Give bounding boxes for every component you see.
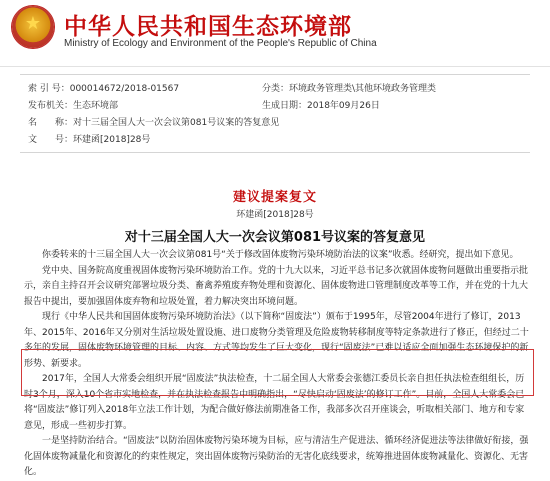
- meta-index-value: 000014672/2018-01567: [69, 84, 180, 94]
- meta-bottom-divider: [20, 152, 530, 153]
- meta-category-value: 环境政务管理类\其他环境政务管理类: [289, 84, 437, 94]
- meta-category: [262, 82, 436, 96]
- meta-title: [28, 116, 279, 130]
- meta-date-value: 2018年09月26日: [307, 101, 380, 111]
- meta-issuer: [28, 99, 118, 113]
- meta-date: [262, 99, 380, 113]
- ministry-title-cn: 中华人民共和国生态环境部: [64, 14, 352, 40]
- meta-docno: [28, 133, 150, 147]
- meta-issuer-label: 发布机关：: [28, 101, 74, 111]
- body-paragraph-highlighted: 2017年，全国人大常委会组织开展“固废法”执法检查，十二届全国人大常委会张德江委员长亲自担任执法检查组组长，历时3个月，深入10个省市实地检查，并在执法检查报告中明确指出，“尽快启动‘固废法’的修订工作”。目前，全国人大常委会已将“固废法”修订列入2018年立法工作计划，为配合做好修法前期准备工作，我部多次召开座谈会，听取相关部门、地方和专家意见，形成一些初步打算。: [24, 374, 525, 431]
- national-emblem-icon: [12, 6, 54, 48]
- meta-top-divider: [20, 74, 530, 75]
- meta-index: [28, 82, 179, 96]
- document-category-heading: 建议提案复文: [232, 190, 317, 205]
- body-paragraph: 一是坚持防治结合。“固废法”以防治固体废物污染环境为目标，应与清洁生产促进法、循环经济促进法等法律做好衔接，强化固体废物减量化和资源化的约束性规定，突出固体废物污染防治的无害化底线要求，统筹推进固体废物减量化、资源化、无害化。: [24, 436, 529, 477]
- meta-date-label: 生成日期：: [262, 101, 308, 111]
- meta-docno-value: 环建函[2018]28号: [73, 135, 151, 145]
- meta-docno-label: 文 号：: [28, 135, 74, 145]
- meta-title-value: 对十三届全国人大一次会议第081号议案的答复意见: [73, 118, 280, 128]
- meta-category-label: 分类：: [262, 84, 290, 94]
- meta-title-label: 名 称：: [28, 118, 74, 128]
- body-paragraph: 你委转来的十三届全国人大一次会议第081号“关于修改固体废物污染环境防治法的议案”收悉。经研究，提出如下意见。: [42, 250, 519, 260]
- ministry-title-en: Ministry of Ecology and Environment of the People's Republic of China: [64, 38, 377, 49]
- document-number: 环建函[2018]28号: [236, 210, 314, 220]
- body-paragraph: 党中央、国务院高度重视固体废物污染环境防治工作。党的十九大以来，习近平总书记多次就固体废物问题做出重要指示批示，亲自主持召开会议研究部署垃圾分类、畜禽养殖废弃物处理和资源化、固体废物进口管理制度改革等工作，并在党的十九大报告中提出，要加强固体废弃物和垃圾处置，着力解决突出环境问题。: [24, 265, 529, 307]
- highlight-box: [21, 349, 534, 396]
- document-title: 对十三届全国人大一次会议第081号议案的答复意见: [124, 230, 426, 245]
- body-paragraph: 现行《中华人民共和国固体废物污染环境防治法》（以下简称“固废法”）颁布于1995年，尽管2004年进行了修订，2013年、2015年、2016年又分别对生活垃圾处置设施、进口废物分类管理及危险废物转移制度等特定条款进行了修正，但经过二十多年的发展，固体废物环境管理的目标、内容、方式等均发生了巨大变化，现行“固废法”已难以适应全面加强生态环境保护的新形势、新要求。: [24, 312, 529, 369]
- meta-issuer-value: 生态环境部: [73, 101, 119, 111]
- site-header: [0, 0, 550, 67]
- meta-index-label: 索 引 号：: [28, 84, 70, 94]
